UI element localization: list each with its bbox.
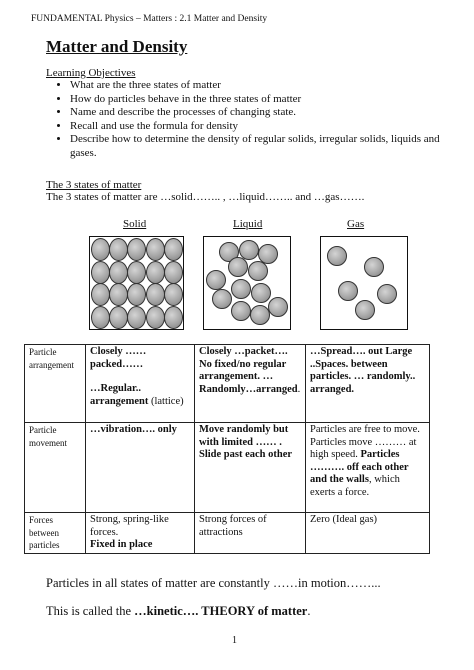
solid-particle: [91, 261, 110, 284]
gas-particle: [327, 246, 347, 266]
solid-diagram: [89, 236, 184, 330]
liquid-particle: [206, 270, 226, 290]
objective-item: • What are the three states of matter: [70, 79, 440, 93]
footer-text: This is called the: [46, 604, 135, 618]
solid-particle: [109, 306, 128, 329]
solid-particle: [127, 306, 146, 329]
solid-particle: [146, 306, 165, 329]
table-cell: …Spread…. out Large ..Spaces. between particles. … randomly.. arranged.: [306, 345, 430, 423]
liquid-diagram: [203, 236, 291, 330]
solid-particle: [91, 238, 110, 261]
cell-text: Particles ………. off each other and the walls: [310, 449, 409, 485]
states-table: [24, 344, 430, 554]
page-title: Matter and Density: [46, 37, 188, 56]
page-number: 1: [232, 635, 237, 646]
cell-text: …Regular.. arrangement: [90, 383, 149, 407]
gas-particle: [364, 257, 384, 277]
cell-text: .: [297, 383, 301, 395]
solid-particle: [146, 238, 165, 261]
gas-diagram: [320, 236, 408, 330]
table-cell: [86, 345, 195, 423]
solid-particle: [164, 261, 183, 284]
solid-particle: [164, 283, 183, 306]
solid-particle: [109, 238, 128, 261]
row-header: Particle movement: [25, 423, 86, 513]
solid-particle: [127, 261, 146, 284]
gas-label: Gas: [347, 218, 365, 230]
gas-particle: [377, 284, 397, 304]
objective-item: • Describe how to determine the density of regular solids, irregular solids, liquids and gases.: [70, 133, 440, 160]
cell-text: Closely …packet…. No fixed/no regular arrangement. … Randomly…arranged: [199, 346, 298, 395]
table-cell: …vibration…. only: [86, 423, 195, 513]
objective-item: • How do particles behave in the three states of matter: [70, 93, 440, 107]
states-line: The 3 states of matter are …solid…….. , …liquid…….. and …gas…….: [46, 191, 365, 203]
cell-text: Strong, spring-like forces.: [90, 514, 169, 538]
liquid-particle: [250, 305, 270, 325]
solid-particle: [91, 283, 110, 306]
footer-text: …kinetic…. THEORY of matter: [134, 604, 308, 618]
kinetic-theory-line: [46, 604, 310, 619]
solid-particle: [164, 306, 183, 329]
liquid-particle: [251, 283, 271, 303]
table-row: [25, 423, 430, 513]
solid-label: Solid: [123, 218, 147, 230]
table-cell: [86, 513, 195, 554]
solid-particle: [109, 283, 128, 306]
liquid-particle: [248, 261, 268, 281]
page-header: FUNDAMENTAL Physics – Matters : 2.1 Matter and Density: [31, 14, 268, 24]
cell-text: Particles are free to move. Particles move ……… at high speed.: [310, 424, 420, 460]
solid-particle: [164, 238, 183, 261]
cell-text: , which exerts a force.: [310, 474, 400, 498]
objectives-heading: Learning Objectives: [46, 67, 136, 79]
footer-text: .: [307, 604, 311, 618]
liquid-particle: [212, 289, 232, 309]
liquid-particle: [231, 301, 251, 321]
solid-particle: [91, 306, 110, 329]
cell-text: (lattice): [148, 395, 184, 407]
gas-particle: [338, 281, 358, 301]
states-heading: The 3 states of matter: [46, 179, 142, 191]
liquid-particle: [268, 297, 288, 317]
solid-particle: [146, 283, 165, 306]
table-row: [25, 345, 430, 423]
solid-particle: [109, 261, 128, 284]
row-header: Forces between particles: [25, 513, 86, 554]
objective-item: • Name and describe the processes of changing state.: [70, 106, 440, 120]
solid-particle: [127, 238, 146, 261]
row-header: Particle arrangement: [25, 345, 86, 423]
cell-text: Fixed in place: [90, 539, 153, 550]
liquid-label: Liquid: [233, 218, 263, 230]
solid-particle: [146, 261, 165, 284]
table-cell: Move randomly but with limited …… . Slide past each other: [195, 423, 306, 513]
objective-item: • Recall and use the formula for density: [70, 120, 440, 134]
table-cell: Strong forces of attractions: [195, 513, 306, 554]
table-cell: [306, 423, 430, 513]
objectives-list: [46, 79, 440, 161]
table-row: [25, 513, 430, 554]
kinetic-line: Particles in all states of matter are constantly ……in motion……...: [46, 576, 381, 590]
liquid-particle: [228, 257, 248, 277]
liquid-particle: [231, 279, 251, 299]
table-cell: Zero (Ideal gas): [306, 513, 430, 554]
table-cell: [195, 345, 306, 423]
solid-particle: [127, 283, 146, 306]
gas-particle: [355, 300, 375, 320]
cell-text: Closely …… packed……: [90, 346, 147, 370]
